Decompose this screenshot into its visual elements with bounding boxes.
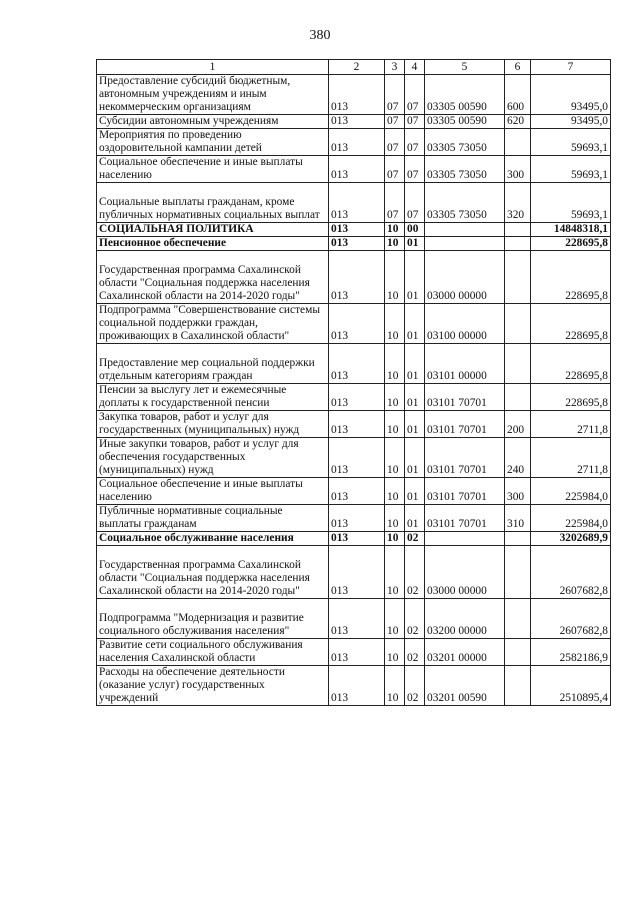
row-expense-type-code: [505, 532, 531, 546]
row-target-code: [425, 532, 505, 546]
row-expense-type-code: 320: [505, 183, 531, 223]
row-section-code: 10: [385, 546, 405, 599]
row-section-code: 10: [385, 666, 405, 706]
row-name: Государственная программа Сахалинской области "Социальная поддержка населения Сахалинской области на 2014-2020 годы": [97, 546, 329, 599]
row-amount: 2510895,4: [531, 666, 611, 706]
table-row: [97, 478, 611, 505]
row-amount: 3202689,9: [531, 532, 611, 546]
row-ved-code: 013: [329, 304, 385, 344]
table-row: [97, 183, 611, 223]
row-subsection-code: 01: [405, 237, 425, 251]
row-section-code: 10: [385, 438, 405, 478]
row-name: Подпрограмма "Модернизация и развитие социального обслуживания населения": [97, 599, 329, 639]
row-name: Закупка товаров, работ и услуг для государственных (муниципальных) нужд: [97, 411, 329, 438]
row-expense-type-code: [505, 666, 531, 706]
row-subsection-code: 02: [405, 546, 425, 599]
row-amount: 2607682,8: [531, 599, 611, 639]
table-row: [97, 75, 611, 115]
row-target-code: 03305 73050: [425, 156, 505, 183]
row-name: Государственная программа Сахалинской области "Социальная поддержка населения Сахалинской области на 2014-2020 годы": [97, 251, 329, 304]
row-ved-code: 013: [329, 384, 385, 411]
row-ved-code: 013: [329, 478, 385, 505]
table-row: [97, 237, 611, 251]
column-header: 2: [329, 60, 385, 75]
row-target-code: 03305 00590: [425, 75, 505, 115]
row-subsection-code: 07: [405, 129, 425, 156]
column-header: 5: [425, 60, 505, 75]
table-row: [97, 251, 611, 304]
table-row: [97, 129, 611, 156]
row-expense-type-code: [505, 384, 531, 411]
row-target-code: 03101 70701: [425, 438, 505, 478]
row-amount: 2711,8: [531, 438, 611, 478]
row-subsection-code: 07: [405, 115, 425, 129]
row-ved-code: 013: [329, 505, 385, 532]
row-section-code: 07: [385, 129, 405, 156]
column-header: 1: [97, 60, 329, 75]
table-row: [97, 532, 611, 546]
row-subsection-code: 00: [405, 223, 425, 237]
row-section-code: 07: [385, 75, 405, 115]
row-target-code: 03201 00000: [425, 639, 505, 666]
row-expense-type-code: 310: [505, 505, 531, 532]
row-name: Расходы на обеспечение деятельности (оказание услуг) государственных учреждений: [97, 666, 329, 706]
row-amount: 93495,0: [531, 75, 611, 115]
row-expense-type-code: [505, 599, 531, 639]
table-row: [97, 546, 611, 599]
column-header: 6: [505, 60, 531, 75]
table-row: [97, 115, 611, 129]
row-section-code: 10: [385, 304, 405, 344]
table-row: [97, 156, 611, 183]
row-name: СОЦИАЛЬНАЯ ПОЛИТИКА: [97, 223, 329, 237]
row-expense-type-code: [505, 129, 531, 156]
row-ved-code: 013: [329, 546, 385, 599]
table-row: [97, 599, 611, 639]
table-row: [97, 384, 611, 411]
row-section-code: 10: [385, 237, 405, 251]
row-subsection-code: 02: [405, 639, 425, 666]
row-expense-type-code: [505, 304, 531, 344]
row-subsection-code: 01: [405, 251, 425, 304]
row-subsection-code: 07: [405, 156, 425, 183]
row-section-code: 07: [385, 115, 405, 129]
row-ved-code: 013: [329, 115, 385, 129]
row-name: Иные закупки товаров, работ и услуг для обеспечения государственных (муниципальных) нужд: [97, 438, 329, 478]
row-section-code: 10: [385, 411, 405, 438]
row-amount: 59693,1: [531, 129, 611, 156]
row-name: Развитие сети социального обслуживания населения Сахалинской области: [97, 639, 329, 666]
row-target-code: 03200 00000: [425, 599, 505, 639]
row-expense-type-code: 620: [505, 115, 531, 129]
row-target-code: 03101 70701: [425, 505, 505, 532]
row-section-code: 07: [385, 183, 405, 223]
row-expense-type-code: 200: [505, 411, 531, 438]
row-subsection-code: 07: [405, 183, 425, 223]
row-name: Социальное обеспечение и иные выплаты населению: [97, 156, 329, 183]
row-subsection-code: 01: [405, 411, 425, 438]
row-name: Предоставление субсидий бюджетным, автономным учреждениям и иным некоммерческим организациям: [97, 75, 329, 115]
table-row: [97, 438, 611, 478]
row-amount: 93495,0: [531, 115, 611, 129]
row-amount: 2711,8: [531, 411, 611, 438]
page-number: 380: [309, 28, 331, 43]
row-name: Публичные нормативные социальные выплаты гражданам: [97, 505, 329, 532]
row-section-code: 10: [385, 532, 405, 546]
table-row: [97, 223, 611, 237]
row-ved-code: 013: [329, 183, 385, 223]
row-name: Предоставление мер социальной поддержки отдельным категориям граждан: [97, 344, 329, 384]
row-ved-code: 013: [329, 639, 385, 666]
row-expense-type-code: [505, 223, 531, 237]
row-amount: 59693,1: [531, 156, 611, 183]
row-ved-code: 013: [329, 237, 385, 251]
row-target-code: [425, 223, 505, 237]
row-amount: 225984,0: [531, 478, 611, 505]
row-subsection-code: 02: [405, 532, 425, 546]
row-subsection-code: 01: [405, 384, 425, 411]
row-ved-code: 013: [329, 411, 385, 438]
table-body: [97, 75, 611, 706]
row-target-code: 03305 73050: [425, 129, 505, 156]
row-subsection-code: 02: [405, 666, 425, 706]
row-section-code: 10: [385, 344, 405, 384]
row-subsection-code: 01: [405, 478, 425, 505]
row-name: Подпрограмма "Совершенствование системы социальной поддержки граждан, проживающих в Сахалинской области": [97, 304, 329, 344]
table-row: [97, 666, 611, 706]
row-name: Социальное обслуживание населения: [97, 532, 329, 546]
row-amount: 228695,8: [531, 344, 611, 384]
budget-table: [96, 59, 611, 706]
row-amount: 228695,8: [531, 237, 611, 251]
row-amount: 225984,0: [531, 505, 611, 532]
row-amount: 228695,8: [531, 304, 611, 344]
row-subsection-code: 07: [405, 75, 425, 115]
row-subsection-code: 01: [405, 438, 425, 478]
row-section-code: 10: [385, 599, 405, 639]
row-name: Субсидии автономным учреждениям: [97, 115, 329, 129]
row-amount: 59693,1: [531, 183, 611, 223]
header-row: [97, 60, 611, 75]
row-target-code: 03100 00000: [425, 304, 505, 344]
column-header: 3: [385, 60, 405, 75]
row-expense-type-code: 300: [505, 478, 531, 505]
row-amount: 2582186,9: [531, 639, 611, 666]
row-expense-type-code: 600: [505, 75, 531, 115]
row-amount: 14848318,1: [531, 223, 611, 237]
row-section-code: 10: [385, 505, 405, 532]
row-target-code: 03305 00590: [425, 115, 505, 129]
row-name: Социальное обеспечение и иные выплаты населению: [97, 478, 329, 505]
row-section-code: 10: [385, 639, 405, 666]
table-row: [97, 639, 611, 666]
row-ved-code: 013: [329, 129, 385, 156]
row-name: Пенсионное обеспечение: [97, 237, 329, 251]
row-target-code: 03101 70701: [425, 411, 505, 438]
row-section-code: 10: [385, 251, 405, 304]
row-target-code: [425, 237, 505, 251]
column-header: 4: [405, 60, 425, 75]
row-expense-type-code: 300: [505, 156, 531, 183]
row-target-code: 03101 70701: [425, 478, 505, 505]
row-ved-code: 013: [329, 223, 385, 237]
row-subsection-code: 01: [405, 344, 425, 384]
row-target-code: 03101 70701: [425, 384, 505, 411]
row-expense-type-code: 240: [505, 438, 531, 478]
row-target-code: 03000 00000: [425, 251, 505, 304]
row-amount: 2607682,8: [531, 546, 611, 599]
row-ved-code: 013: [329, 532, 385, 546]
row-expense-type-code: [505, 251, 531, 304]
row-expense-type-code: [505, 344, 531, 384]
table-row: [97, 344, 611, 384]
row-ved-code: 013: [329, 251, 385, 304]
row-section-code: 07: [385, 156, 405, 183]
row-target-code: 03305 73050: [425, 183, 505, 223]
row-amount: 228695,8: [531, 251, 611, 304]
row-ved-code: 013: [329, 344, 385, 384]
row-name: Мероприятия по проведению оздоровительной кампании детей: [97, 129, 329, 156]
row-target-code: 03000 00000: [425, 546, 505, 599]
table-row: [97, 411, 611, 438]
row-ved-code: 013: [329, 156, 385, 183]
row-ved-code: 013: [329, 666, 385, 706]
row-name: Пенсии за выслугу лет и ежемесячные доплаты к государственной пенсии: [97, 384, 329, 411]
table-row: [97, 505, 611, 532]
column-header: 7: [531, 60, 611, 75]
row-section-code: 10: [385, 223, 405, 237]
row-subsection-code: 01: [405, 505, 425, 532]
row-ved-code: 013: [329, 438, 385, 478]
row-section-code: 10: [385, 384, 405, 411]
row-expense-type-code: [505, 639, 531, 666]
row-target-code: 03201 00590: [425, 666, 505, 706]
row-subsection-code: 02: [405, 599, 425, 639]
row-ved-code: 013: [329, 599, 385, 639]
row-amount: 228695,8: [531, 384, 611, 411]
table-row: [97, 304, 611, 344]
row-section-code: 10: [385, 478, 405, 505]
row-expense-type-code: [505, 546, 531, 599]
row-ved-code: 013: [329, 75, 385, 115]
row-name: Социальные выплаты гражданам, кроме публичных нормативных социальных выплат: [97, 183, 329, 223]
row-subsection-code: 01: [405, 304, 425, 344]
row-expense-type-code: [505, 237, 531, 251]
row-target-code: 03101 00000: [425, 344, 505, 384]
